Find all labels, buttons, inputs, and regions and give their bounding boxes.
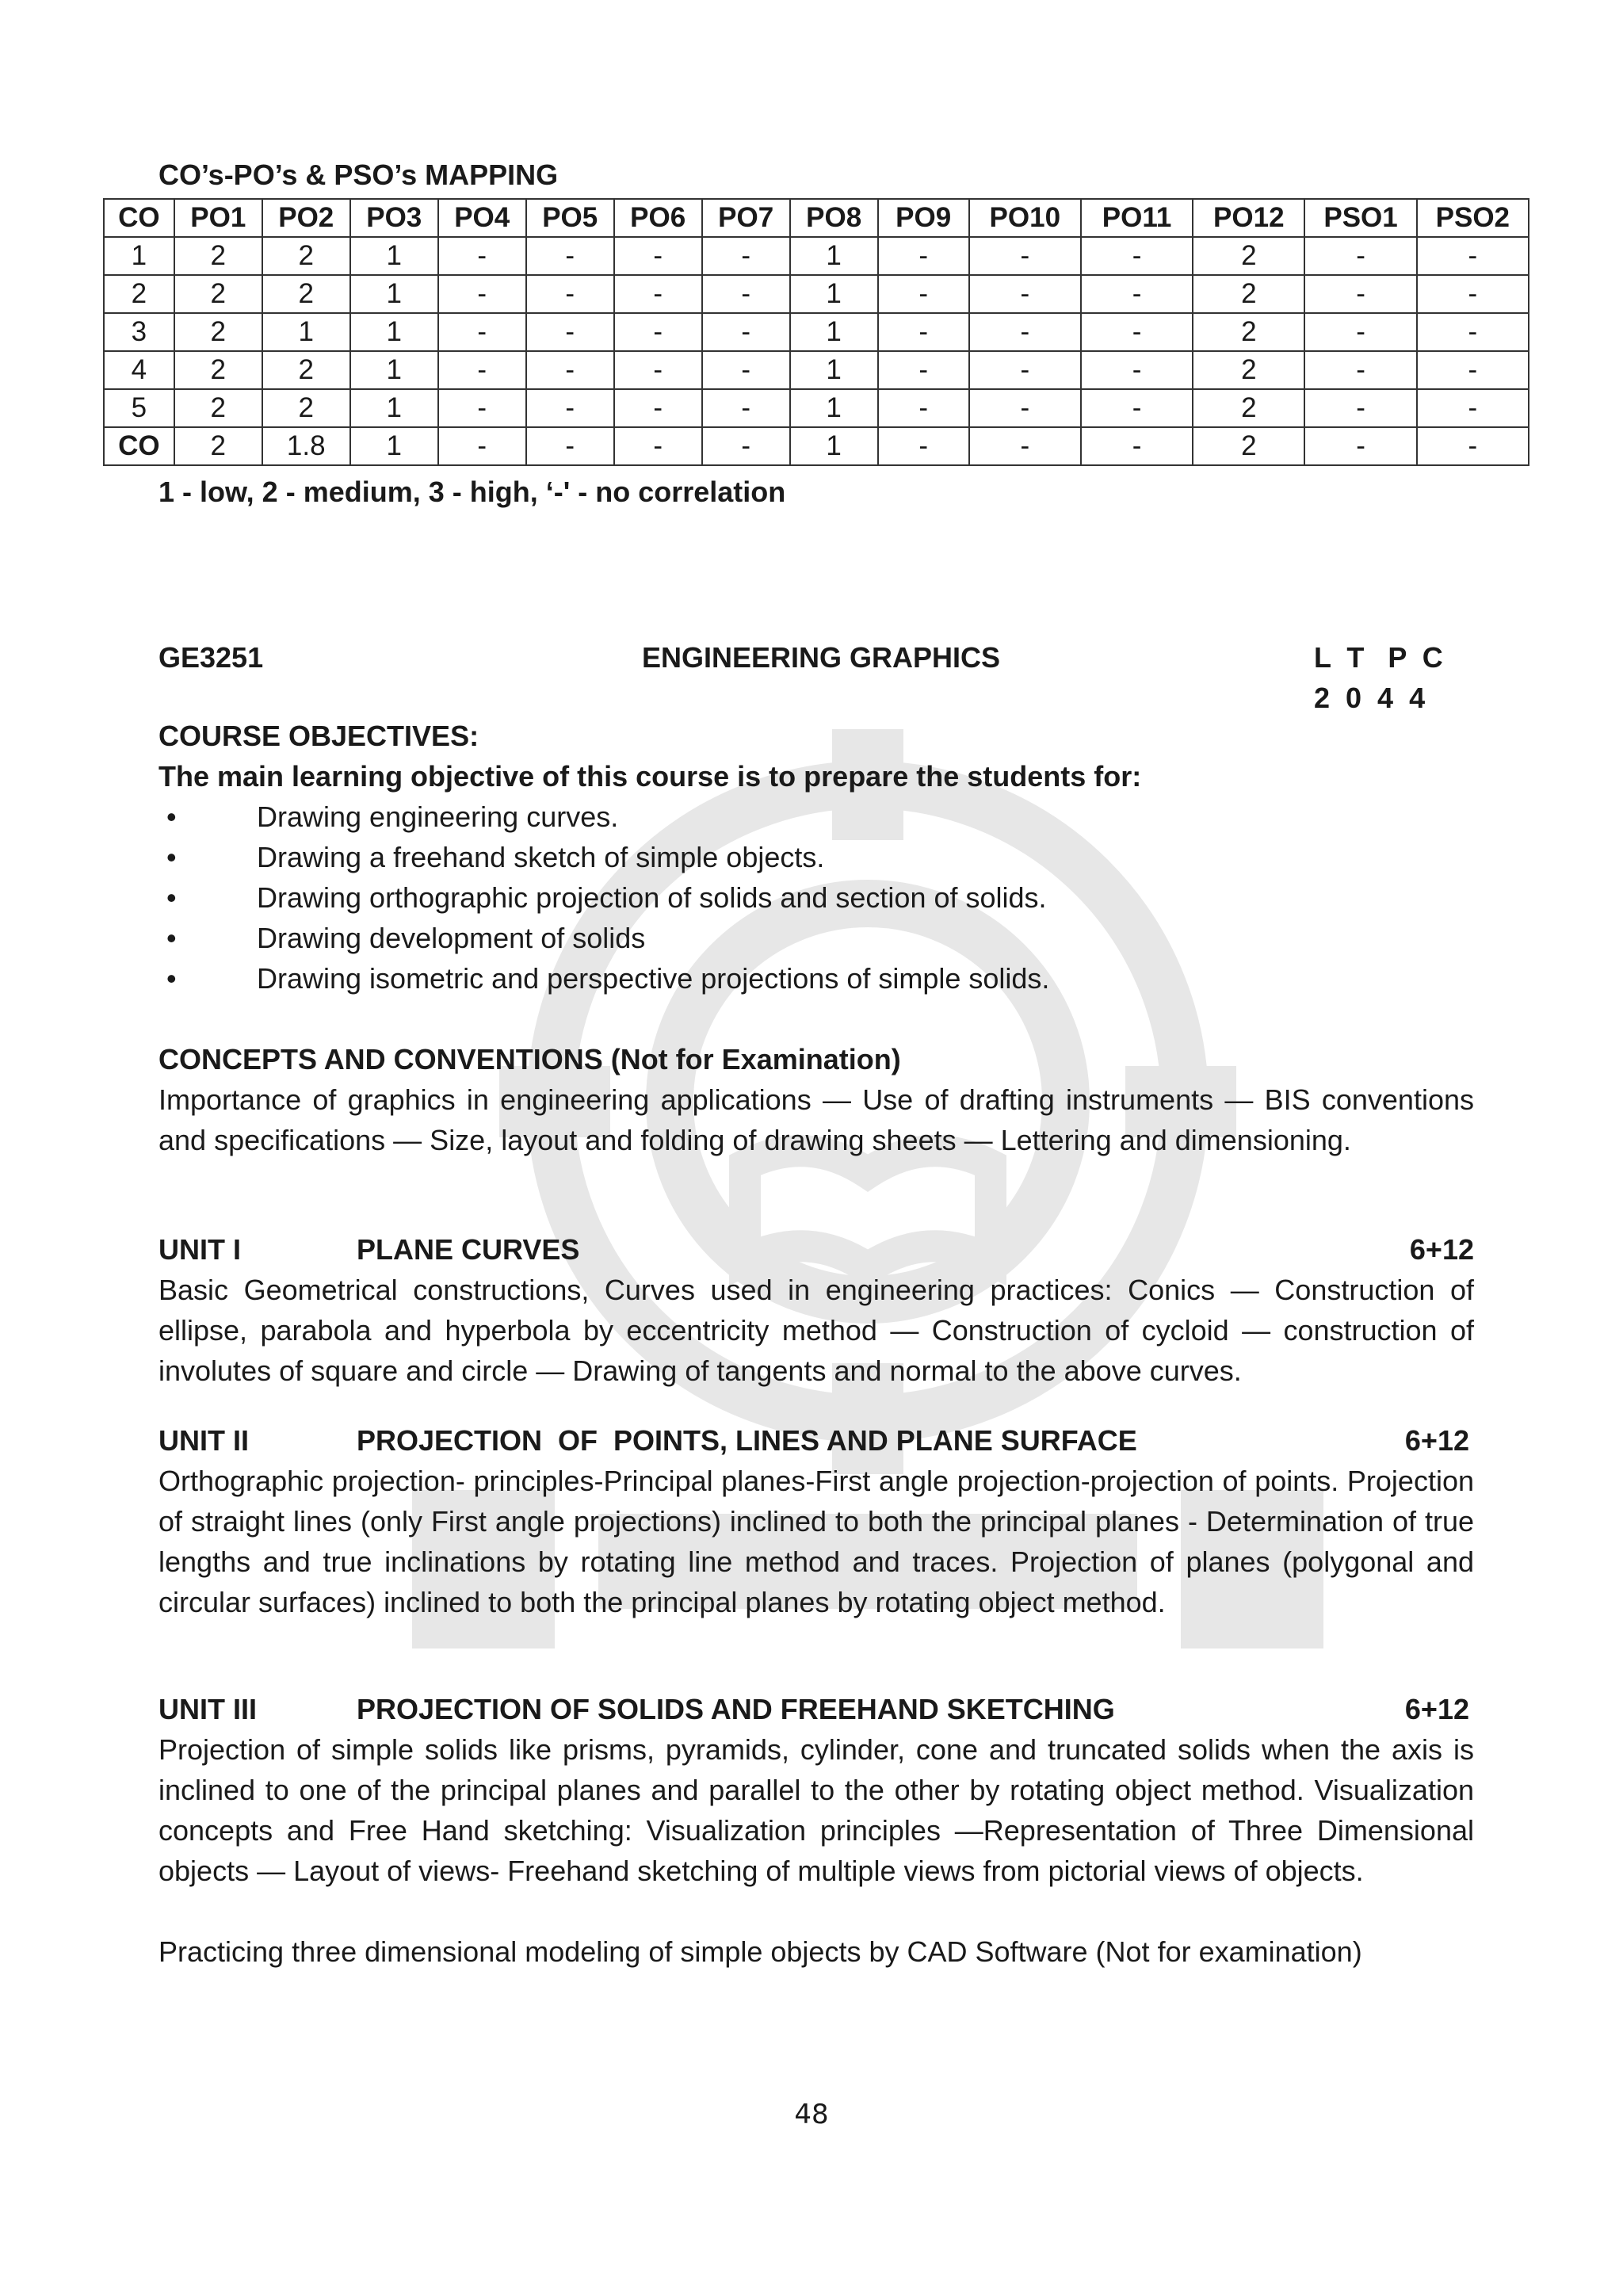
table-cell: 1	[790, 351, 878, 389]
table-cell: 1	[350, 351, 438, 389]
table-cell: -	[702, 237, 790, 275]
table-cell: -	[1417, 427, 1529, 465]
table-cell: 1	[350, 313, 438, 351]
unit-hours: 6+12	[1409, 1233, 1474, 1266]
table-cell: -	[438, 237, 526, 275]
table-cell: -	[702, 313, 790, 351]
table-row	[104, 237, 1529, 275]
table-cell: -	[614, 389, 702, 427]
column-header: PO9	[878, 199, 969, 237]
list-item	[158, 877, 1049, 918]
co-po-mapping-table	[103, 198, 1529, 466]
unit-3-note: Practicing three dimensional modeling of simple objects by CAD Software (Not for examination)	[158, 1935, 1362, 1968]
table-cell: -	[1081, 427, 1193, 465]
unit-title: PROJECTION OF SOLIDS AND FREEHAND SKETCHING	[357, 1693, 1115, 1725]
table-cell: 2	[174, 275, 262, 313]
table-cell: -	[1417, 389, 1529, 427]
table-cell: -	[1081, 389, 1193, 427]
table-cell: -	[1081, 351, 1193, 389]
table-cell: -	[1417, 351, 1529, 389]
table-cell: 2	[1193, 389, 1304, 427]
list-item-text: Drawing a freehand sketch of simple objects.	[257, 841, 825, 873]
table-cell: -	[1417, 237, 1529, 275]
table-cell: 4	[104, 351, 174, 389]
concepts-body: Importance of graphics in engineering applications — Use of drafting instruments — BIS conventions and specifications — Size, layout and folding of drawing sheets — Lettering and dimensioning.	[158, 1083, 1474, 1156]
unit-hours: 6+12	[1404, 1693, 1469, 1725]
column-header: PO10	[969, 199, 1081, 237]
table-cell: -	[526, 275, 614, 313]
ltpc-labels: L T P C	[1314, 641, 1443, 674]
list-item-text: Drawing isometric and perspective projections of simple solids.	[257, 962, 1050, 995]
unit-3-heading	[158, 1689, 1474, 1729]
unit-title: PROJECTION OF POINTS, LINES AND PLANE SURFACE	[357, 1424, 1137, 1457]
table-row	[104, 389, 1529, 427]
table-cell: CO	[104, 427, 174, 465]
table-cell: 2	[1193, 427, 1304, 465]
table-cell: -	[438, 313, 526, 351]
table-cell: -	[702, 389, 790, 427]
table-cell: -	[702, 427, 790, 465]
column-header: PO6	[614, 199, 702, 237]
table-cell: 1.8	[262, 427, 350, 465]
table-cell: -	[969, 275, 1081, 313]
table-cell: 2	[262, 237, 350, 275]
table-cell: -	[1304, 237, 1416, 275]
correlation-legend: 1 - low, 2 - medium, 3 - high, ‘-' - no correlation	[158, 476, 786, 508]
table-cell: -	[526, 427, 614, 465]
table-cell: -	[1417, 313, 1529, 351]
bullet: •	[166, 841, 177, 873]
table-cell: -	[702, 275, 790, 313]
table-cell: 2	[1193, 351, 1304, 389]
table-header-row	[104, 199, 1529, 237]
column-header: PO12	[1193, 199, 1304, 237]
table-cell: -	[878, 389, 969, 427]
table-cell: 2	[174, 389, 262, 427]
table-cell: -	[878, 427, 969, 465]
table-cell: -	[969, 237, 1081, 275]
table-cell: 2	[174, 427, 262, 465]
table-cell: 1	[790, 237, 878, 275]
table-cell: 1	[790, 275, 878, 313]
table-row	[104, 275, 1529, 313]
table-cell: -	[526, 389, 614, 427]
mapping-title: CO’s-PO’s & PSO’s MAPPING	[158, 159, 559, 191]
table-cell: -	[1417, 275, 1529, 313]
table-cell: -	[526, 313, 614, 351]
unit-label: UNIT III	[158, 1693, 257, 1725]
page-number: 48	[794, 2099, 829, 2130]
table-cell: 1	[790, 313, 878, 351]
objectives-heading: COURSE OBJECTIVES:	[158, 720, 479, 752]
table-cell: 3	[104, 313, 174, 351]
table-cell: 2	[1193, 275, 1304, 313]
bullet: •	[166, 800, 177, 833]
course-code: GE3251	[158, 641, 264, 674]
table-cell: -	[614, 427, 702, 465]
unit-hours: 6+12	[1404, 1424, 1469, 1457]
column-header: PO4	[438, 199, 526, 237]
table-cell: -	[1304, 313, 1416, 351]
table-cell: -	[438, 389, 526, 427]
column-header: PO8	[790, 199, 878, 237]
objectives-lead: The main learning objective of this course is to prepare the students for:	[158, 760, 1142, 793]
table-cell: 1	[104, 237, 174, 275]
table-cell: 1	[262, 313, 350, 351]
table-cell: 1	[350, 237, 438, 275]
unit-2-heading	[158, 1420, 1474, 1461]
bullet: •	[166, 881, 177, 914]
list-item-text: Drawing orthographic projection of solids and section of solids.	[257, 881, 1047, 914]
column-header: PO3	[350, 199, 438, 237]
table-cell: -	[438, 351, 526, 389]
table-cell: -	[878, 237, 969, 275]
ltpc-values: 2 0 4 4	[1314, 682, 1426, 714]
unit-title: PLANE CURVES	[357, 1233, 580, 1266]
column-header: PSO1	[1304, 199, 1416, 237]
table-row-average	[104, 427, 1529, 465]
bullet: •	[166, 922, 177, 954]
table-cell: -	[1304, 275, 1416, 313]
table-cell: 1	[790, 389, 878, 427]
column-header: PSO2	[1417, 199, 1529, 237]
table-cell: 1	[350, 389, 438, 427]
table-cell: -	[526, 351, 614, 389]
table-cell: -	[969, 427, 1081, 465]
unit-1-body: Basic Geometrical constructions, Curves used in engineering practices: Conics — Construction of ellipse, parabola and hyperbola by eccentricity method — Construction of cycloid — construction of involutes of square and circle — Drawing of tangents and normal to the above curves.	[158, 1274, 1474, 1387]
table-cell: 1	[350, 427, 438, 465]
list-item	[158, 837, 1049, 877]
table-cell: 2	[174, 351, 262, 389]
ltpc-block	[1314, 637, 1465, 718]
table-cell: 2	[174, 237, 262, 275]
list-item	[158, 958, 1049, 999]
table-cell: -	[878, 313, 969, 351]
table-cell: -	[1304, 351, 1416, 389]
table-cell: 2	[262, 389, 350, 427]
table-cell: 2	[104, 275, 174, 313]
table-cell: -	[1081, 237, 1193, 275]
concepts-heading: CONCEPTS AND CONVENTIONS (Not for Examination)	[158, 1043, 901, 1075]
table-cell: 5	[104, 389, 174, 427]
table-row	[104, 351, 1529, 389]
table-cell: -	[614, 351, 702, 389]
table-cell: -	[614, 237, 702, 275]
table-cell: -	[438, 427, 526, 465]
unit-label: UNIT I	[158, 1233, 241, 1266]
column-header: CO	[104, 199, 174, 237]
table-cell: -	[969, 389, 1081, 427]
table-cell: 2	[1193, 237, 1304, 275]
table-cell: -	[614, 275, 702, 313]
table-cell: 2	[174, 313, 262, 351]
list-item-text: Drawing development of solids	[257, 922, 646, 954]
objectives-list	[158, 797, 1049, 999]
unit-2-body: Orthographic projection- principles-Principal planes-First angle projection-projection of points. Projection of straight lines (only First angle projections) inclined to both the principal planes - Determination of true lengths and true inclinations by rotating line method and traces. Projection of planes (polygonal and circular surfaces) inclined to both the principal planes by rotating object method.	[158, 1465, 1474, 1618]
column-header: PO11	[1081, 199, 1193, 237]
table-cell: -	[878, 351, 969, 389]
table-cell: -	[969, 351, 1081, 389]
table-cell: -	[1304, 389, 1416, 427]
table-cell: 2	[262, 351, 350, 389]
table-cell: 1	[790, 427, 878, 465]
table-cell: -	[702, 351, 790, 389]
table-cell: 2	[1193, 313, 1304, 351]
list-item	[158, 797, 1049, 837]
list-item	[158, 918, 1049, 958]
column-header: PO5	[526, 199, 614, 237]
column-header: PO7	[702, 199, 790, 237]
table-cell: -	[614, 313, 702, 351]
table-cell: -	[969, 313, 1081, 351]
list-item-text: Drawing engineering curves.	[257, 800, 619, 833]
course-title: ENGINEERING GRAPHICS	[642, 641, 1001, 674]
table-cell: 1	[350, 275, 438, 313]
unit-label: UNIT II	[158, 1424, 249, 1457]
table-cell: -	[1081, 313, 1193, 351]
table-cell: -	[878, 275, 969, 313]
table-cell: -	[526, 237, 614, 275]
table-row	[104, 313, 1529, 351]
unit-1-heading	[158, 1229, 1474, 1270]
column-header: PO1	[174, 199, 262, 237]
bullet: •	[166, 962, 177, 995]
table-cell: -	[1304, 427, 1416, 465]
table-cell: 2	[262, 275, 350, 313]
table-cell: -	[438, 275, 526, 313]
table-cell: -	[1081, 275, 1193, 313]
unit-3-body: Projection of simple solids like prisms, pyramids, cylinder, cone and truncated solids when the axis is inclined to one of the principal planes and parallel to the other by rotating object method. Visualization concepts and Free Hand sketching: Visualization principles —Representation of Three Dimensional objects — Layout of views- Freehand sketching of multiple views from pictorial views of objects.	[158, 1733, 1474, 1887]
column-header: PO2	[262, 199, 350, 237]
